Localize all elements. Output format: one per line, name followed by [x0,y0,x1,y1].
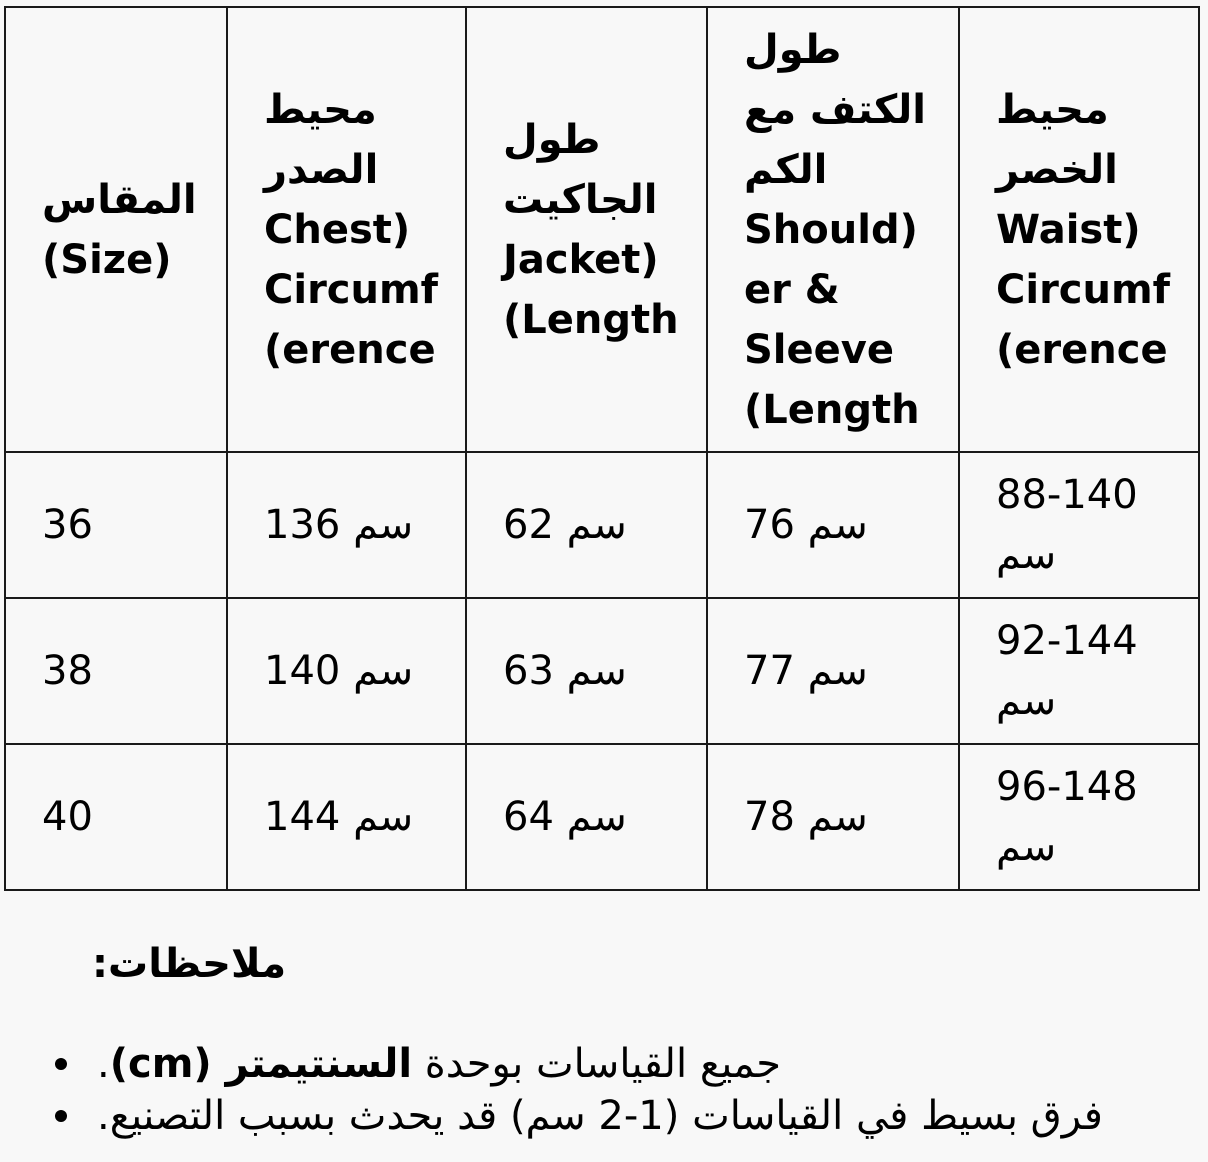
bullet-icon [55,1058,67,1070]
header-line: محيط [264,86,377,133]
header-line: الجاكيت [503,176,658,223]
cell-waist [959,744,1199,890]
header-line: الكم [744,146,828,193]
header-line: محيط [996,86,1109,133]
header-line: (erence [264,326,436,373]
header-line: طول [503,116,601,163]
cell-chest: 144 سم [227,744,466,890]
header-shoulder-sleeve [707,7,959,452]
note-text [97,1038,781,1090]
cell-size: 36 [5,452,227,598]
header-line: الخصر [996,146,1118,193]
header-line: Waist) [996,206,1141,253]
header-line: Should) [744,206,918,253]
header-line: طول [744,26,842,73]
waist-unit: سم [996,532,1057,578]
table-header-row [5,7,1199,452]
header-line: Chest) [264,206,411,253]
list-item [55,1090,1103,1142]
waist-unit: سم [996,824,1057,870]
waist-unit: سم [996,678,1057,724]
cell-size: 40 [5,744,227,890]
list-item [55,1038,1103,1090]
cell-shoulder: 77 سم [707,598,959,744]
waist-range: 96-148 [996,764,1138,810]
cell-jacket: 62 سم [466,452,707,598]
cell-waist [959,452,1199,598]
note-prefix: جميع القياسات بوحدة [412,1041,782,1087]
cell-chest: 136 سم [227,452,466,598]
notes-list [55,1038,1103,1142]
table-row [5,598,1199,744]
header-chest [227,7,466,452]
notes-title: ملاحظات: [92,941,287,987]
cell-shoulder: 78 سم [707,744,959,890]
header-line: المقاس [42,176,197,223]
cell-size: 38 [5,598,227,744]
cell-jacket: 64 سم [466,744,707,890]
header-line: (Length [744,386,920,433]
header-line: Circumf [996,266,1171,313]
note-text [97,1090,1103,1142]
header-line: الصدر [264,146,379,193]
note-bold: السنتيمتر (cm) [109,1041,413,1087]
header-line: Sleeve [744,326,894,373]
table-row [5,744,1199,890]
header-line: الكتف مع [744,86,926,133]
cell-waist [959,598,1199,744]
header-line: (erence [996,326,1168,373]
note-prefix: فرق بسيط في القياسات (1-2 سم) قد يحدث بسبب التصنيع. [97,1093,1103,1139]
header-jacket-length [466,7,707,452]
waist-range: 88-140 [996,472,1138,518]
header-line: er & [744,266,840,313]
header-line: (Length [503,296,679,343]
header-waist [959,7,1199,452]
table-row [5,452,1199,598]
waist-range: 92-144 [996,618,1138,664]
bullet-icon [55,1110,67,1122]
header-line: Jacket) [503,236,659,283]
note-suffix: . [97,1041,110,1087]
header-size [5,7,227,452]
size-chart-table [4,6,1200,891]
cell-shoulder: 76 سم [707,452,959,598]
cell-chest: 140 سم [227,598,466,744]
cell-jacket: 63 سم [466,598,707,744]
header-line: (Size) [42,236,172,283]
header-line: Circumf [264,266,439,313]
